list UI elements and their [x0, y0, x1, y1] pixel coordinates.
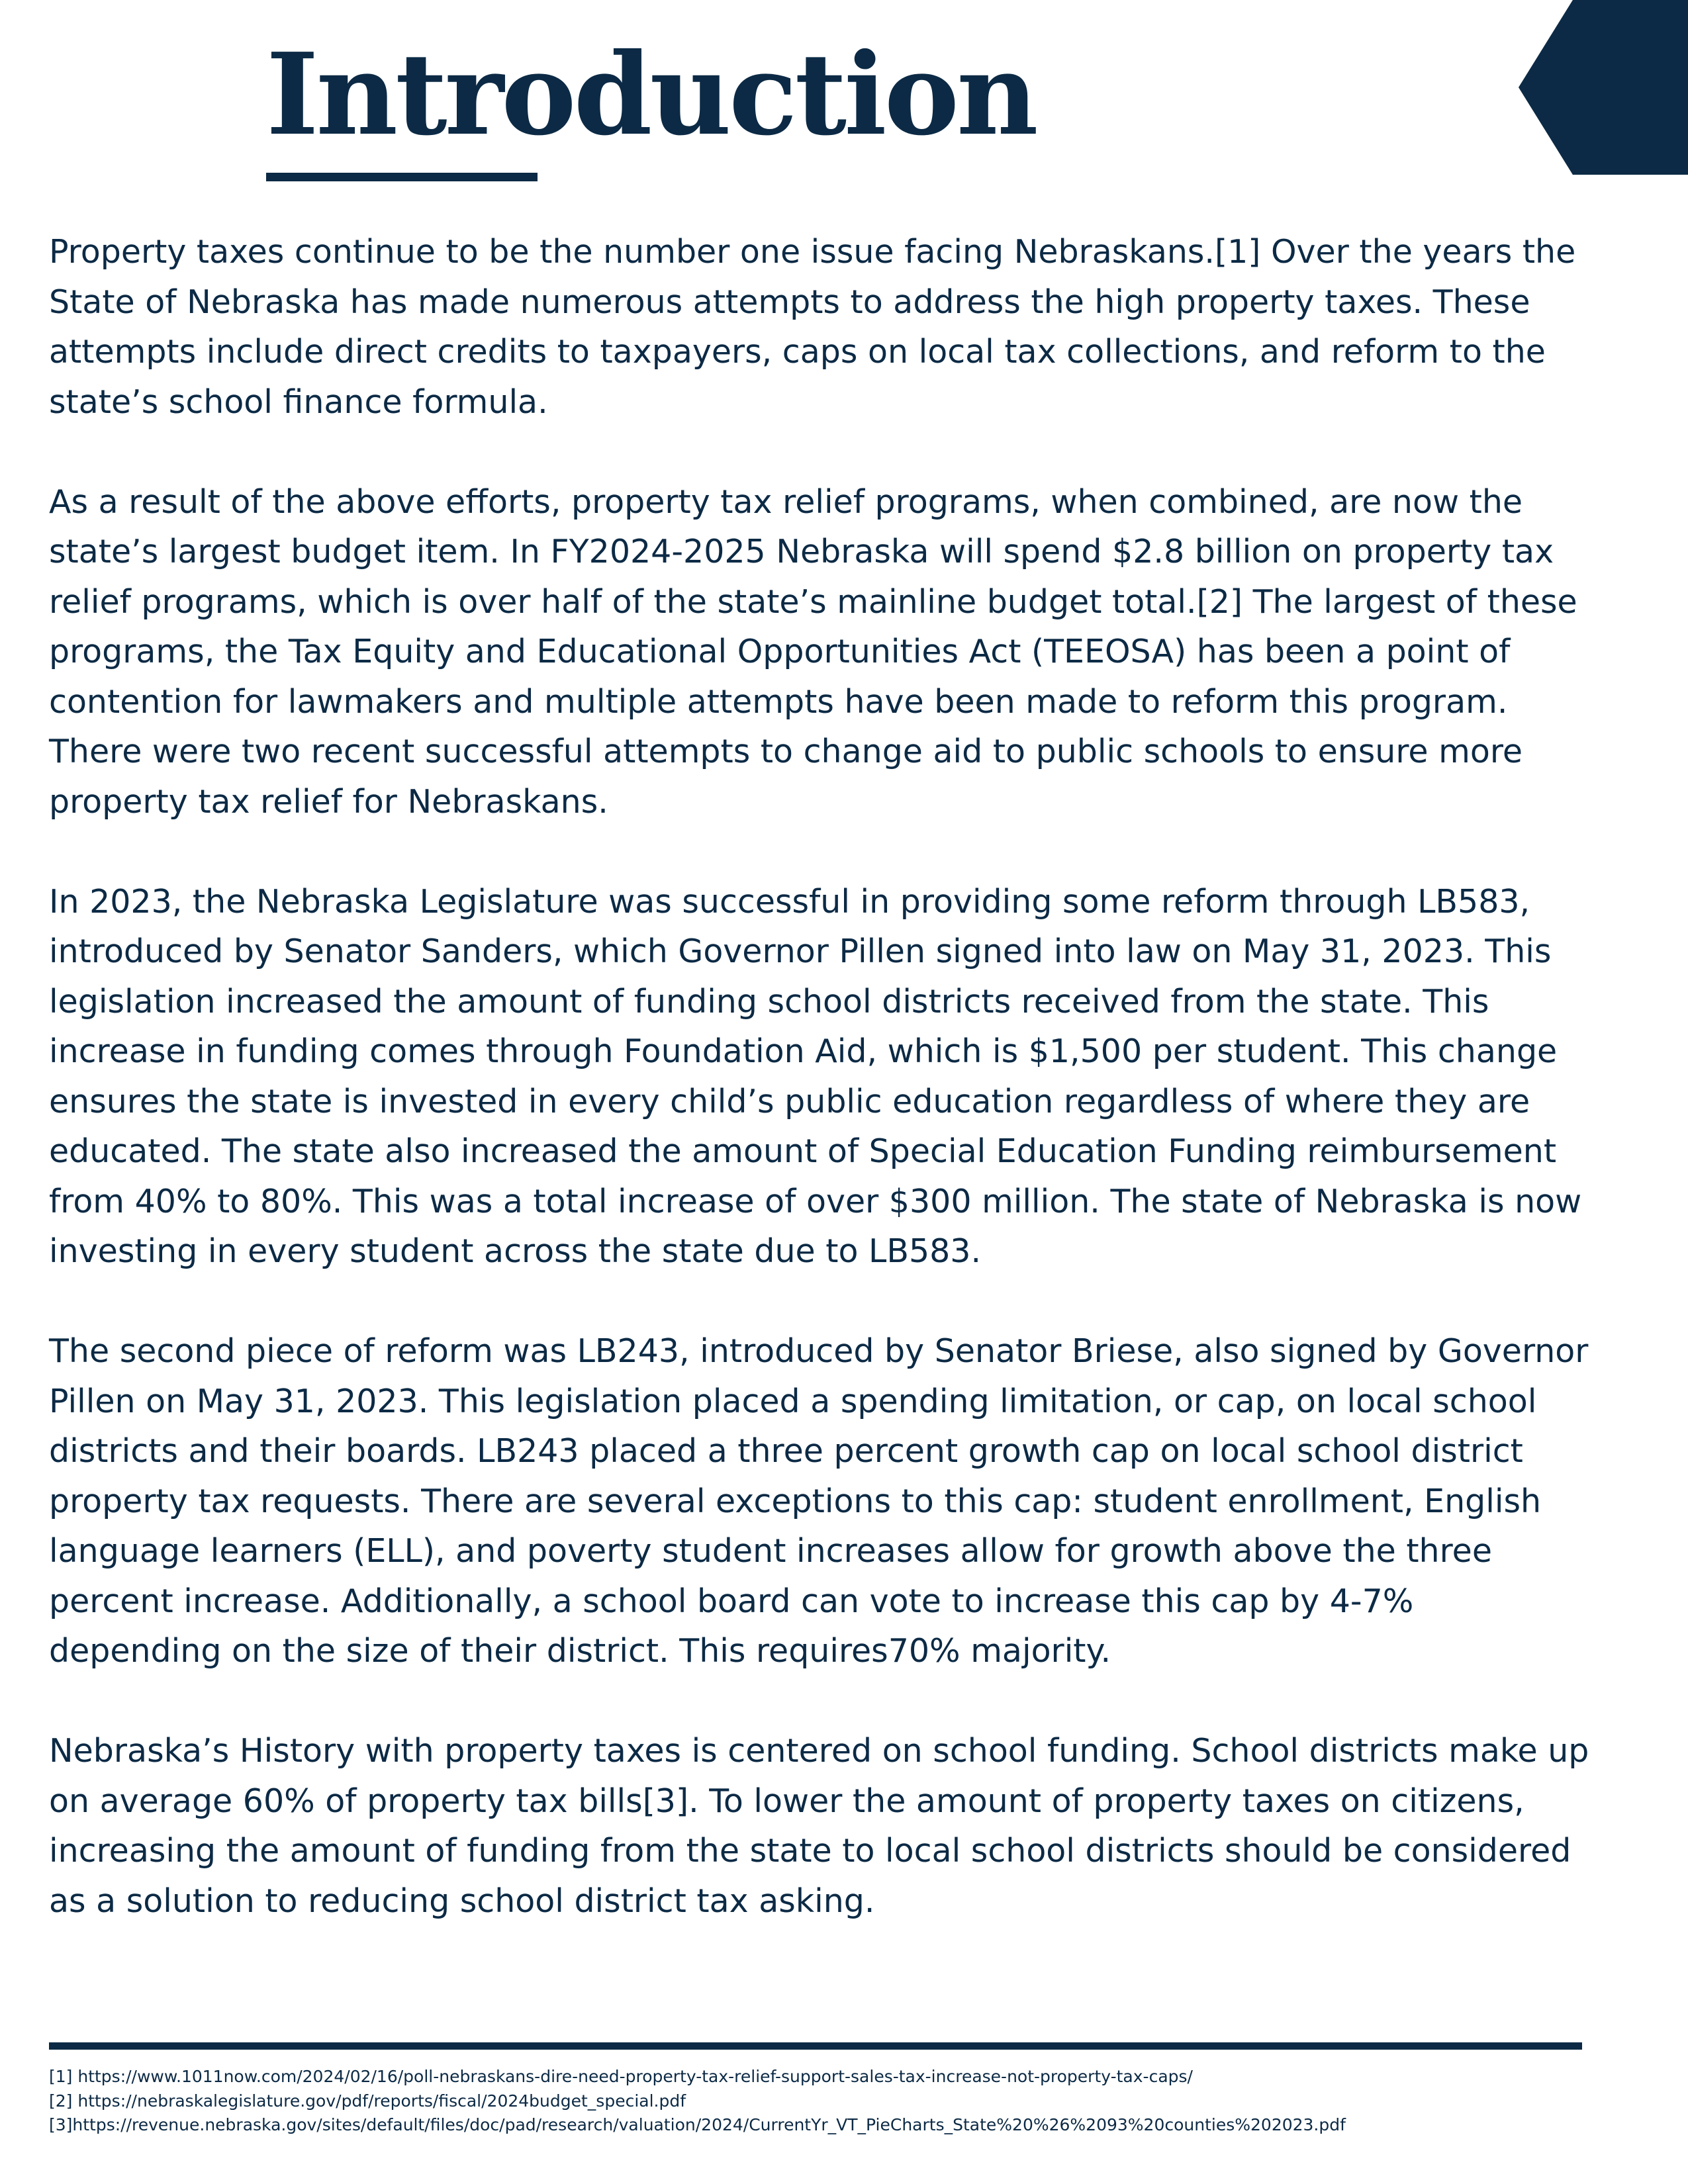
- footnote-divider: [49, 2042, 1582, 2050]
- corner-tab-decoration: [1519, 0, 1688, 175]
- page-title: Introduction: [266, 28, 1036, 161]
- footnote-1[interactable]: [1] https://www.1011now.com/2024/02/16/poll-nebraskans-dire-need-property-tax-relief-support-sales-tax-increase-not-property-tax-caps/: [49, 2067, 1193, 2086]
- paragraph-lb243: The second piece of reform was LB243, introduced by Senator Briese, also signed by Governor Pillen on May 31, 2023. This legislation placed a spending limitation, or cap, on local school districts and their boards. LB243 placed a three percent growth cap on local school district property tax requests. There are several exceptions to this cap: student enrollment, English language learners (ELL), and poverty student increases allow for growth above the three percent increase. Additionally, a school board can vote to increase this cap by 4-7% depending on the size of their district. This requires70% majority.: [49, 1332, 1589, 1670]
- footnotes: [49, 2065, 1638, 2138]
- footnote-3[interactable]: [3]https://revenue.nebraska.gov/sites/default/files/doc/pad/research/valuation/2024/CurrentYr_VT_PieCharts_State%20%26%2093%20counties%202023.pdf: [49, 2115, 1346, 2134]
- body-text: [49, 227, 1591, 1926]
- paragraph-budget: As a result of the above efforts, property tax relief programs, when combined, are now the state’s largest budget item. In FY2024-2025 Nebraska will spend $2.8 billion on property tax relief programs, which is over half of the state’s mainline budget total.[2] The largest of these programs, the Tax Equity and Educational Opportunities Act (TEEOSA) has been a point of contention for lawmakers and multiple attempts have been made to reform this program. There were two recent successful attempts to change aid to public schools to ensure more property tax relief for Nebraskans.: [49, 482, 1577, 821]
- paragraph-school-funding: Nebraska’s History with property taxes is centered on school funding. School districts make up on average 60% of property tax bills[3]. To lower the amount of property taxes on citizens, increasing the amount of funding from the state to local school districts should be considered as a solution to reducing school district tax asking.: [49, 1732, 1589, 1920]
- title-underline: [266, 173, 538, 181]
- paragraph-intro: Property taxes continue to be the number one issue facing Nebraskans.[1] Over the years the State of Nebraska has made numerous attempts to address the high property taxes. These attempts include direct credits to taxpayers, caps on local tax collections, and reform to the state’s school finance formula.: [49, 233, 1576, 421]
- paragraph-lb583: In 2023, the Nebraska Legislature was successful in providing some reform through LB583, introduced by Senator Sanders, which Governor Pillen signed into law on May 31, 2023. This legislation increased the amount of funding school districts received from the state. This increase in funding comes through Foundation Aid, which is $1,500 per student. This change ensures the state is invested in every child’s public education regardless of where they are educated. The state also increased the amount of Special Education Funding reimbursement from 40% to 80%. This was a total increase of over $300 million. The state of Nebraska is now investing in every student across the state due to LB583.: [49, 882, 1582, 1270]
- footnote-2[interactable]: [2] https://nebraskalegislature.gov/pdf/reports/fiscal/2024budget_special.pdf: [49, 2091, 686, 2111]
